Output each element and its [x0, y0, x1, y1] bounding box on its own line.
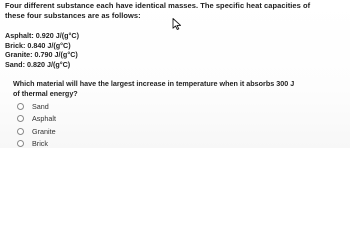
answer-option-sand[interactable] — [17, 101, 56, 112]
question-prompt — [13, 79, 343, 98]
answer-option-asphalt[interactable] — [17, 113, 56, 124]
substance-granite: Granite: 0.790 J/(g°C) — [5, 50, 78, 60]
answer-option-label: Asphalt — [32, 114, 56, 124]
mouse-pointer-icon — [172, 18, 182, 30]
radio-button-icon[interactable] — [17, 140, 24, 147]
substance-asphalt: Asphalt: 0.920 J/(g°C) — [5, 31, 79, 40]
answer-option-brick[interactable] — [17, 138, 56, 149]
prompt-line-2: of thermal energy? — [13, 88, 78, 98]
answer-option-label: Brick — [32, 139, 48, 149]
answer-option-granite[interactable] — [17, 126, 56, 137]
radio-button-icon[interactable] — [17, 103, 24, 110]
substance-brick: Brick: 0.840 J/(g°C) — [5, 40, 71, 50]
radio-button-icon[interactable] — [17, 128, 24, 135]
question-line-1: Four different substance each have identical masses. The specific heat capacities of — [5, 1, 311, 10]
prompt-line-1: Which material will have the largest increase in temperature when it absorbs 300 J — [13, 79, 295, 88]
radio-button-icon[interactable] — [17, 115, 24, 122]
substance-sand: Sand: 0.820 J/(g°C) — [5, 59, 71, 69]
question-line-2: these four substances are as follows: — [5, 11, 141, 20]
answer-option-label: Granite — [32, 126, 56, 136]
answer-options — [17, 101, 56, 151]
answer-option-label: Sand — [32, 102, 49, 111]
substance-list — [5, 31, 79, 69]
